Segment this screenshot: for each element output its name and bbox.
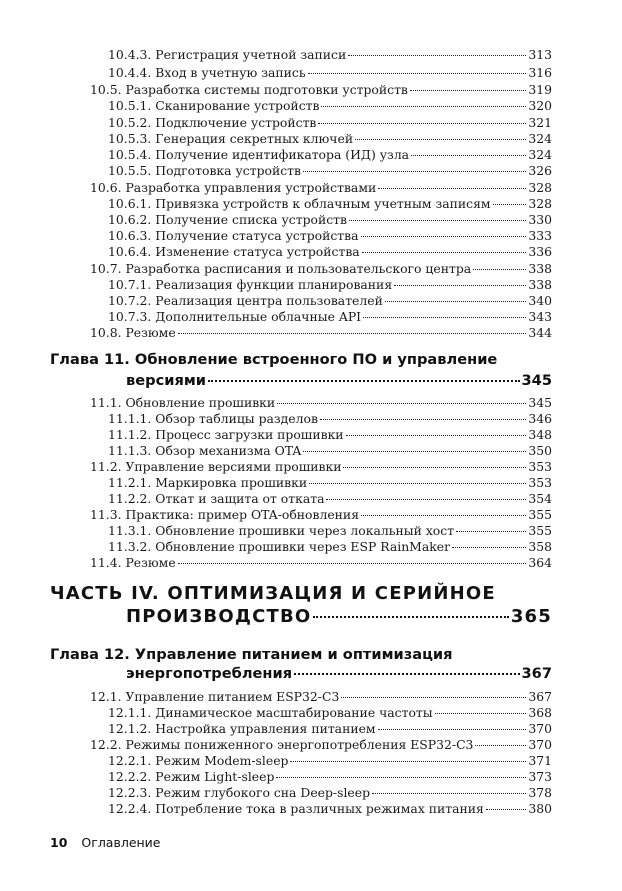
toc-entry-title: 12.2.2. Режим Light-sleep — [108, 769, 275, 784]
dot-leader — [321, 106, 526, 107]
dot-leader — [486, 809, 527, 810]
toc-entry[interactable] — [108, 244, 552, 259]
dot-leader — [473, 269, 526, 270]
toc-entry-page: 319 — [528, 82, 552, 97]
dot-leader — [378, 188, 526, 189]
dot-leader — [318, 123, 526, 124]
toc-entry-page: 345 — [528, 395, 552, 410]
toc-entry-title: 11.1.3. Обзор механизма OTA — [108, 443, 302, 458]
dot-leader — [349, 220, 526, 221]
dot-leader — [385, 301, 527, 302]
toc-entry-page: 328 — [528, 196, 552, 211]
dot-leader — [346, 435, 527, 436]
page-footer — [50, 835, 161, 850]
toc-entry[interactable] — [108, 801, 552, 816]
toc-entry[interactable] — [108, 475, 552, 490]
page-number: 10 — [50, 835, 68, 850]
dot-leader — [308, 73, 527, 74]
chapter-11-heading[interactable]: Глава 11. Обновление встроенного ПО и управление — [50, 351, 498, 368]
dot-leader — [493, 204, 527, 205]
toc-entry-title: 10.4.4. Вход в учетную запись — [108, 65, 306, 80]
toc-entry-title: 11.3. Практика: пример OTA-обновления — [90, 507, 360, 522]
toc-entry[interactable] — [108, 491, 552, 506]
toc-entry-page: 364 — [528, 555, 552, 570]
toc-entry-title: 11.2. Управление версиями прошивки — [90, 459, 342, 474]
chapter-page: 345 — [521, 372, 552, 389]
toc-entry-title: 10.5. Разработка системы подготовки устройств — [90, 82, 408, 97]
toc-entry-page: 333 — [528, 228, 552, 243]
toc-entry-page: 344 — [528, 325, 552, 340]
toc-entry-title: 12.2.4. Потребление тока в различных режимах питания — [108, 801, 484, 816]
toc-entry[interactable] — [108, 309, 552, 324]
part-4-heading[interactable]: ЧАСТЬ IV. ОПТИМИЗАЦИЯ И СЕРИЙНОЕ — [50, 583, 496, 604]
part-title-continuation: ПРОИЗВОДСТВО — [126, 606, 312, 627]
toc-entry[interactable] — [90, 737, 552, 752]
toc-entry-title: 10.6.2. Получение списка устройств — [108, 212, 347, 227]
toc-entry-title: 12.2. Режимы пониженного энергопотребления ESP32-C3 — [90, 737, 474, 752]
toc-entry[interactable] — [90, 261, 552, 276]
toc-entry[interactable] — [90, 395, 552, 410]
toc-entry-title: 11.1.2. Процесс загрузки прошивки — [108, 427, 344, 442]
dot-leader — [303, 451, 526, 452]
toc-entry-page: 370 — [528, 737, 552, 752]
toc-entry[interactable] — [108, 65, 552, 80]
dot-leader — [363, 317, 526, 318]
toc-entry-title: 11.4. Резюме — [90, 555, 176, 570]
toc-entry[interactable] — [108, 163, 552, 178]
dot-leader — [178, 563, 527, 564]
dot-leader — [361, 515, 526, 516]
toc-entry-page: 368 — [528, 705, 552, 720]
dot-leader — [313, 616, 508, 618]
toc-entry-title: 12.2.3. Режим глубокого сна Deep-sleep — [108, 785, 371, 800]
dot-leader — [452, 547, 526, 548]
toc-entry-title: 10.6.1. Привязка устройств к облачным учетным записям — [108, 196, 491, 211]
toc-entry[interactable] — [90, 325, 552, 340]
toc-entry[interactable] — [108, 47, 552, 62]
dot-leader — [361, 236, 527, 237]
toc-entry[interactable] — [108, 277, 552, 292]
part-4-heading-row[interactable] — [126, 606, 552, 627]
toc-entry[interactable] — [90, 507, 552, 522]
toc-entry-page: 353 — [528, 475, 552, 490]
dot-leader — [326, 499, 526, 500]
chapter-12-heading[interactable]: Глава 12. Управление питанием и оптимизация — [50, 646, 453, 663]
toc-entry-title: 10.5.5. Подготовка устройств — [108, 163, 301, 178]
toc-entry-page: 338 — [528, 277, 552, 292]
toc-entry[interactable] — [108, 196, 552, 211]
dot-leader — [178, 333, 527, 334]
toc-entry-page: 338 — [528, 261, 552, 276]
chapter-12-heading-row[interactable] — [126, 665, 552, 682]
toc-entry-page: 355 — [528, 523, 552, 538]
toc-entry[interactable] — [108, 411, 552, 426]
toc-entry-page: 340 — [528, 293, 552, 308]
dot-leader — [411, 155, 526, 156]
dot-leader — [290, 761, 526, 762]
toc-entry-page: 336 — [528, 244, 552, 259]
toc-entry-title: 11.1. Обновление прошивки — [90, 395, 276, 410]
toc-entry-title: 11.1.1. Обзор таблицы разделов — [108, 411, 318, 426]
toc-entry[interactable] — [108, 228, 552, 243]
toc-entry[interactable] — [90, 82, 552, 97]
dot-leader — [294, 673, 519, 675]
toc-entry-title: 11.2.1. Маркировка прошивки — [108, 475, 308, 490]
toc-entry[interactable] — [108, 753, 552, 768]
dot-leader — [276, 777, 526, 778]
dot-leader — [372, 793, 526, 794]
toc-entry-title: 10.6.4. Изменение статуса устройства — [108, 244, 360, 259]
toc-entry-title: 10.8. Резюме — [90, 325, 176, 340]
toc-entry[interactable] — [90, 555, 552, 570]
chapter-title-continuation: версиями — [126, 372, 206, 389]
chapter-11-heading-row[interactable] — [126, 372, 552, 389]
toc-entry-page: 313 — [528, 47, 552, 62]
toc-entry[interactable] — [108, 131, 552, 146]
toc-entry[interactable] — [108, 427, 552, 442]
toc-entry-page: 371 — [528, 753, 552, 768]
dot-leader — [208, 380, 520, 382]
dot-leader — [410, 90, 526, 91]
dot-leader — [435, 713, 527, 714]
toc-entry-title: 11.3.1. Обновление прошивки через локальный хост — [108, 523, 455, 538]
dot-leader — [355, 139, 526, 140]
toc-entry-page: 321 — [528, 115, 552, 130]
toc-entry-title: 10.7. Разработка расписания и пользовательского центра — [90, 261, 472, 276]
toc-entry-title: 10.5.1. Сканирование устройств — [108, 98, 320, 113]
toc-entry-page: 346 — [528, 411, 552, 426]
toc-entry[interactable] — [90, 180, 552, 195]
toc-entry-title: 10.5.3. Генерация секретных ключей — [108, 131, 354, 146]
toc-entry[interactable] — [108, 769, 552, 784]
dot-leader — [475, 745, 526, 746]
toc-entry-page: 373 — [528, 769, 552, 784]
toc-entry-page: 350 — [528, 443, 552, 458]
part-page: 365 — [510, 606, 552, 627]
toc-entry-page: 320 — [528, 98, 552, 113]
toc-entry-page: 330 — [528, 212, 552, 227]
chapter-title-continuation: энергопотребления — [126, 665, 293, 682]
dot-leader — [348, 55, 526, 56]
toc-entry[interactable] — [108, 785, 552, 800]
toc-entry-title: 11.3.2. Обновление прошивки через ESP RainMaker — [108, 539, 451, 554]
toc-entry-page: 367 — [528, 689, 552, 704]
toc-entry-title: 10.7.1. Реализация функции планирования — [108, 277, 393, 292]
toc-entry[interactable] — [108, 115, 552, 130]
dot-leader — [277, 403, 526, 404]
toc-entry[interactable] — [108, 539, 552, 554]
toc-entry-title: 12.1. Управление питанием ESP32-C3 — [90, 689, 340, 704]
dot-leader — [378, 729, 527, 730]
toc-entry[interactable] — [108, 212, 552, 227]
toc-entry-title: 10.4.3. Регистрация учетной записи — [108, 47, 347, 62]
toc-entry-page: 378 — [528, 785, 552, 800]
toc-entry-title: 12.1.1. Динамическое масштабирование частоты — [108, 705, 433, 720]
toc-entry-page: 326 — [528, 163, 552, 178]
toc-entry-page: 370 — [528, 721, 552, 736]
toc-entry[interactable] — [108, 705, 552, 720]
toc-entry-page: 324 — [528, 147, 552, 162]
toc-entry-page: 358 — [528, 539, 552, 554]
dot-leader — [394, 285, 526, 286]
toc-entry[interactable] — [90, 689, 552, 704]
dot-leader — [309, 483, 526, 484]
dot-leader — [343, 467, 526, 468]
toc-entry[interactable] — [108, 721, 552, 736]
dot-leader — [320, 419, 526, 420]
toc-entry-title: 10.5.4. Получение идентификатора (ИД) узла — [108, 147, 410, 162]
toc-entry-title: 12.1.2. Настройка управления питанием — [108, 721, 376, 736]
toc-entry-title: 10.7.3. Дополнительные облачные API — [108, 309, 362, 324]
toc-entry-page: 328 — [528, 180, 552, 195]
toc-entry-title: 10.6.3. Получение статуса устройства — [108, 228, 359, 243]
toc-entry-title: 12.2.1. Режим Modem-sleep — [108, 753, 289, 768]
toc-entry-page: 354 — [528, 491, 552, 506]
toc-entry-page: 348 — [528, 427, 552, 442]
toc-entry-title: 10.7.2. Реализация центра пользователей — [108, 293, 383, 308]
toc-entry-page: 355 — [528, 507, 552, 522]
toc-entry[interactable] — [108, 523, 552, 538]
dot-leader — [303, 171, 526, 172]
toc-entry-page: 324 — [528, 131, 552, 146]
toc-entry-title: 10.5.2. Подключение устройств — [108, 115, 317, 130]
chapter-page: 367 — [521, 665, 552, 682]
running-title: Оглавление — [81, 835, 161, 850]
toc-entry-page: 343 — [528, 309, 552, 324]
toc-entry-page: 380 — [528, 801, 552, 816]
toc-entry[interactable] — [108, 98, 552, 113]
toc-entry-page: 353 — [528, 459, 552, 474]
toc-entry[interactable] — [90, 459, 552, 474]
toc-entry-title: 10.6. Разработка управления устройствами — [90, 180, 377, 195]
dot-leader — [456, 531, 526, 532]
toc-entry[interactable] — [108, 443, 552, 458]
toc-entry-title: 11.2.2. Откат и защита от отката — [108, 491, 325, 506]
dot-leader — [362, 252, 527, 253]
toc-entry-page: 316 — [528, 65, 552, 80]
toc-entry[interactable] — [108, 147, 552, 162]
dot-leader — [341, 697, 526, 698]
toc-entry[interactable] — [108, 293, 552, 308]
